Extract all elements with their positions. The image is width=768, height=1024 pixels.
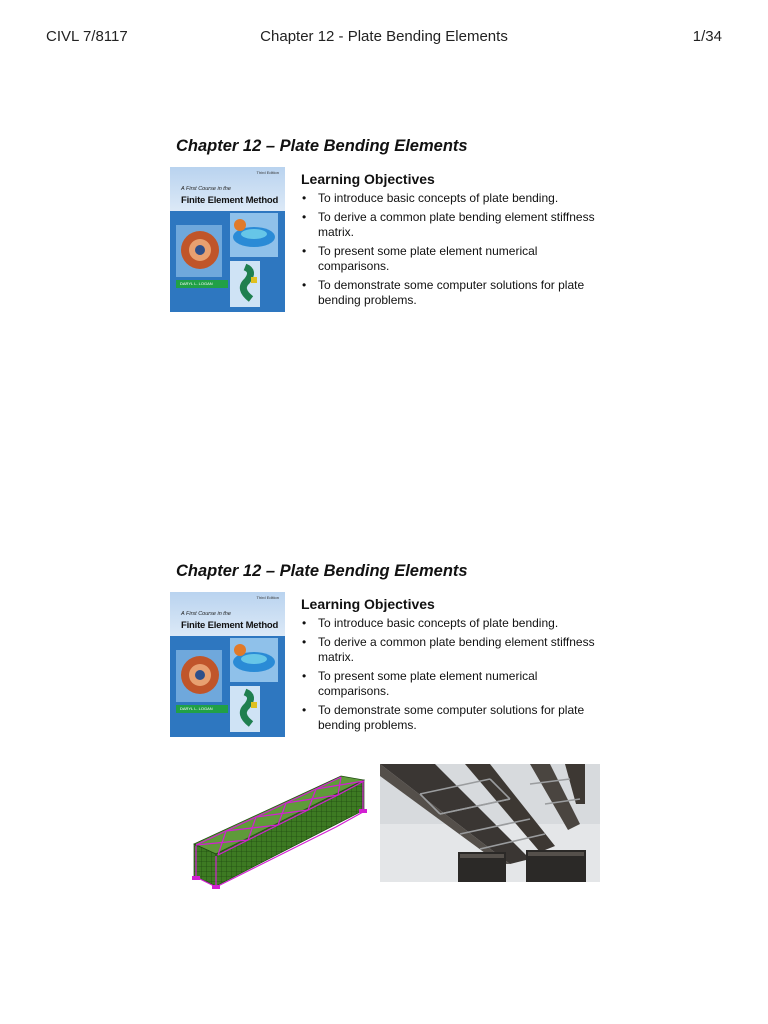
cover-subtitle: A First Course in the [181, 186, 231, 192]
objective-item: • To present some plate element numerical comparisons. [301, 244, 611, 274]
slide-title: Chapter 12 – Plate Bending Elements [176, 137, 468, 155]
bridge-girder-photo [380, 764, 600, 882]
learning-objectives [301, 596, 611, 737]
cover-edition: Third Edition [256, 170, 279, 175]
objectives-list [301, 191, 611, 308]
cover-subtitle: A First Course in the [181, 611, 231, 617]
objective-item: • To demonstrate some computer solutions for plate bending problems. [301, 703, 611, 733]
cover-author: DARYL L. LOGAN [176, 280, 228, 288]
cover-author: DARYL L. LOGAN [176, 705, 228, 713]
header-title: Chapter 12 - Plate Bending Elements [260, 28, 508, 45]
slide-2 [170, 562, 610, 902]
slide-1 [170, 137, 610, 337]
header-page-number: 1/34 [692, 28, 722, 45]
cover-title: Finite Element Method [181, 195, 279, 206]
objective-item: • To present some plate element numerical comparisons. [301, 669, 611, 699]
objectives-heading: Learning Objectives [301, 596, 435, 612]
slide-title: Chapter 12 – Plate Bending Elements [176, 562, 468, 580]
bridge-mesh-model-image [186, 766, 382, 892]
learning-objectives [301, 171, 611, 312]
objective-item: • To introduce basic concepts of plate bending. [301, 616, 611, 631]
objectives-heading: Learning Objectives [301, 171, 435, 187]
objective-item: • To derive a common plate bending element stiffness matrix. [301, 210, 611, 240]
header-course: CIVL 7/8117 [46, 28, 128, 45]
objective-item: • To derive a common plate bending element stiffness matrix. [301, 635, 611, 665]
book-cover-image [170, 167, 285, 312]
objective-item: • To introduce basic concepts of plate bending. [301, 191, 611, 206]
cover-title: Finite Element Method [181, 620, 279, 631]
cover-edition: Third Edition [256, 595, 279, 600]
objectives-list [301, 616, 611, 733]
book-cover-image [170, 592, 285, 737]
objective-item: • To demonstrate some computer solutions for plate bending problems. [301, 278, 611, 308]
